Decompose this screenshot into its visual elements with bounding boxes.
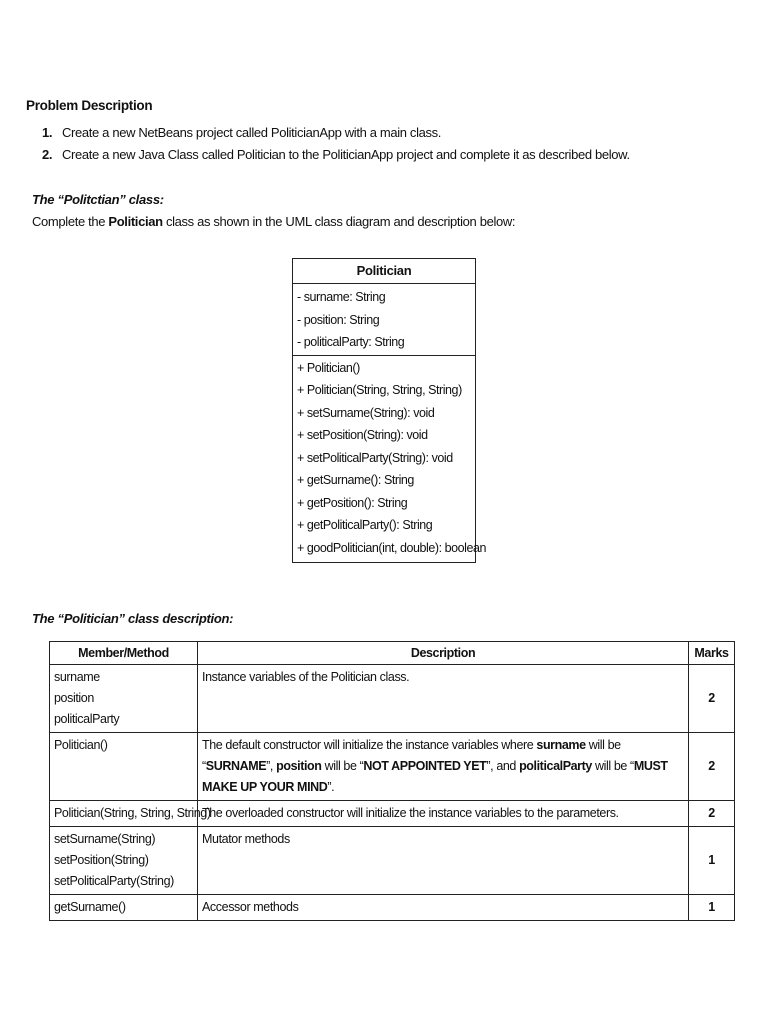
description-cell: Accessor methods: [198, 895, 689, 921]
uml-class-name: Politician: [293, 259, 475, 284]
member-name: surname: [54, 670, 100, 684]
uml-method: + Politician(String, String, String): [297, 383, 462, 397]
description-text: ”,: [266, 759, 277, 773]
description-cell: The overloaded constructor will initialize the instance variables to the parameters.: [198, 801, 689, 827]
description-cell: Mutator methods: [198, 827, 689, 895]
description-cell: Instance variables of the Politician class.: [198, 665, 689, 733]
class-intro: [32, 214, 515, 229]
description-text: ”, and: [486, 759, 520, 773]
intro-text-end: class as shown in the UML class diagram and description below:: [162, 214, 516, 229]
table-row: [50, 733, 735, 801]
member-name: getSurname(): [54, 900, 126, 914]
step-number: 1.: [42, 125, 53, 140]
intro-class-name: Politician: [108, 214, 163, 229]
uml-attribute: - politicalParty: String: [297, 335, 405, 349]
member-name: setSurname(String): [54, 832, 156, 846]
description-text: The default constructor will initialize the instance variables where: [202, 738, 537, 752]
table-row: [50, 827, 735, 895]
problem-heading: Problem Description: [26, 98, 153, 113]
member-name: Politician(String, String, String): [54, 806, 211, 820]
member-name: Politician(): [54, 738, 108, 752]
uml-method: + getSurname(): String: [297, 473, 414, 487]
member-name: setPosition(String): [54, 853, 149, 867]
table-row: [50, 895, 735, 921]
step-item: [42, 123, 630, 145]
header-description: Description: [198, 642, 689, 665]
uml-methods: [293, 356, 486, 563]
description-section-title: The “Politician” class description:: [32, 611, 234, 626]
member-cell: [50, 733, 198, 801]
member-cell: [50, 801, 211, 827]
uml-attributes: [293, 284, 475, 356]
step-item: [42, 145, 630, 167]
step-text: Create a new Java Class called Politician to the PoliticianApp project and complete it as described below.: [62, 147, 630, 162]
table-row: [50, 665, 735, 733]
step-text: Create a new NetBeans project called PoliticianApp with a main class.: [62, 125, 442, 140]
step-list: [42, 123, 630, 167]
description-cell: [198, 733, 689, 801]
uml-method: + Politician(): [297, 360, 360, 375]
uml-method: + getPosition(): String: [297, 495, 408, 510]
description-keyword: SURNAME: [205, 759, 267, 773]
marks-cell: 2: [689, 733, 735, 801]
uml-method: + goodPolitician(int, double): boolean: [297, 540, 486, 555]
member-name: setPoliticalParty(String): [54, 874, 174, 888]
marks-cell: 2: [689, 801, 735, 827]
uml-method: + getPoliticalParty(): String: [297, 518, 433, 532]
uml-class-diagram: [292, 258, 486, 563]
description-keyword: politicalParty: [519, 759, 592, 773]
member-cell: [50, 895, 198, 921]
description-text: ”.: [327, 780, 335, 794]
table-header-row: [50, 642, 735, 665]
class-section-title: The “Politctian” class:: [32, 192, 164, 207]
description-text: will be “: [321, 759, 364, 773]
member-cell: [50, 827, 198, 895]
uml-method: + setSurname(String): void: [297, 405, 435, 420]
marks-cell: 2: [689, 665, 735, 733]
member-cell: [50, 665, 198, 733]
description-keyword: MUST MAKE UP YOUR MIND: [202, 759, 668, 794]
uml-attribute: - surname: String: [297, 290, 386, 304]
table-row: [50, 801, 735, 827]
header-marks: Marks: [689, 642, 735, 665]
description-text: will be “: [202, 738, 621, 773]
description-keyword: position: [276, 759, 322, 773]
uml-method: + setPoliticalParty(String): void: [297, 450, 453, 465]
class-description-table: [49, 641, 735, 921]
marks-cell: 1: [689, 895, 735, 921]
description-keyword: surname: [536, 738, 586, 752]
description-text: will be “: [591, 759, 634, 773]
header-member-method: Member/Method: [50, 642, 198, 665]
member-name: politicalParty: [54, 712, 120, 726]
description-keyword: NOT APPOINTED YET: [363, 759, 487, 773]
intro-text-start: Complete the: [32, 214, 109, 229]
member-name: position: [54, 691, 94, 705]
marks-cell: 1: [689, 827, 735, 895]
step-number: 2.: [42, 147, 53, 162]
uml-method: + setPosition(String): void: [297, 428, 428, 442]
uml-attribute: - position: String: [297, 312, 380, 327]
